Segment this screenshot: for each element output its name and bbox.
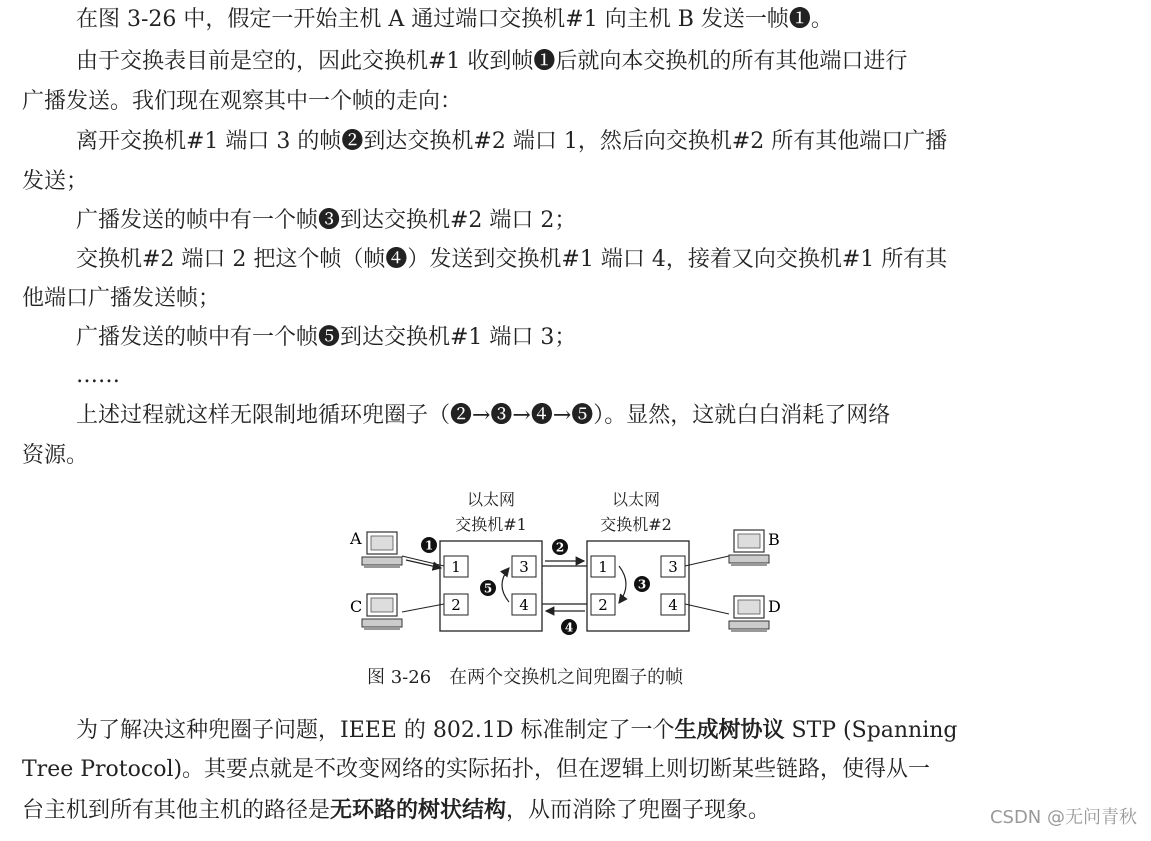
paragraph-2-line-2: 广播发送。我们现在观察其中一个帧的走向： [22,89,463,114]
frame-5-number: 5 [483,581,493,596]
switch2-label-line2: 交换机#2 [600,515,672,534]
computer-icon-host-c [362,594,402,629]
paragraph-8-line-1: 上述过程就这样无限制地循环兜圈子（❷→❸→❹→❺）。显然，这就白白消耗了网络 [76,403,891,428]
switch1-label-line1: 以太网 [466,490,516,509]
host-a-label: A [350,529,362,548]
paragraph-3-line-1: 离开交换机#1 端口 3 的帧❷到达交换机#2 端口 1，然后向交换机#2 所有其他端口广播 [76,129,948,154]
host-c-label: C [350,597,363,616]
switch2-port-2-label: 2 [598,596,608,614]
switch1-port-4-label: 4 [519,596,529,614]
paragraph-3-line-2: 发送； [22,169,89,194]
paragraph-9-line-2: Tree Protocol)。其要点就是不改变网络的实际拓扑，但在逻辑上则切断某些链路，使得从一 [22,757,931,782]
switch2-label-line1: 以太网 [611,490,661,509]
figure-caption: 图 3-26 在两个交换机之间兜圈子的帧 [367,667,684,688]
frame-3-number: 3 [637,577,647,592]
frame-1-number: 1 [424,538,434,553]
computer-icon-host-b [729,530,769,565]
csdn-watermark: CSDN @无问青秋 [989,807,1137,828]
paragraph-8-line-2: 资源。 [22,443,89,468]
switch1-port-3-label: 3 [519,558,529,576]
paragraph-9-line-3-text-b: ，从而消除了兜圈子现象。 [506,798,771,823]
frame-2-number: 2 [555,540,565,555]
link-s2p4-d [685,604,729,614]
paragraph-7-ellipsis: …… [76,363,120,388]
paragraph-9-line-3 [22,796,770,825]
computer-icon-host-d [729,596,769,631]
computer-icon-host-a [362,532,402,567]
switch1-port-1-label: 1 [451,558,461,576]
paragraph-9-line-1 [76,716,958,745]
paragraph-1: 在图 3-26 中，假定一开始主机 A 通过端口交换机#1 向主机 B 发送一帧❶。 [76,7,833,32]
paragraph-9-line-3-text-a: 台主机到所有其他主机的路径是 [22,798,331,823]
link-s2p3-b [685,556,729,566]
host-d-label: D [768,597,781,616]
switch2-port-3-label: 3 [668,558,678,576]
paragraph-9-line-1-text-a: 为了解决这种兜圈子问题，IEEE 的 802.1D 标准制定了一个 [76,718,675,743]
paragraph-2-line-1: 由于交换表目前是空的，因此交换机#1 收到帧❶后就向本交换机的所有其他端口进行 [76,49,908,74]
link-c-s1p2 [402,604,444,612]
switch1-label-line2: 交换机#1 [455,515,527,534]
paragraph-4: 广播发送的帧中有一个帧❸到达交换机#2 端口 2； [76,208,577,233]
paragraph-5-line-2: 他端口广播发送帧； [22,286,221,311]
switch2-port-1-label: 1 [598,558,608,576]
loop-free-tree-term-bold: 无环路的树状结构 [330,797,507,823]
paragraph-9-line-1-text-b: STP (Spanning [784,718,958,743]
paragraph-5-line-1: 交换机#2 端口 2 把这个帧（帧❹）发送到交换机#1 端口 4，接着又向交换机#1 所有其 [76,247,948,272]
switch2-port-4-label: 4 [668,596,678,614]
stp-term-bold: 生成树协议 [674,717,785,743]
switch1-port-2-label: 2 [451,596,461,614]
frame-4-number: 4 [564,620,574,635]
host-b-label: B [768,530,780,549]
paragraph-6: 广播发送的帧中有一个帧❺到达交换机#1 端口 3； [76,325,577,350]
